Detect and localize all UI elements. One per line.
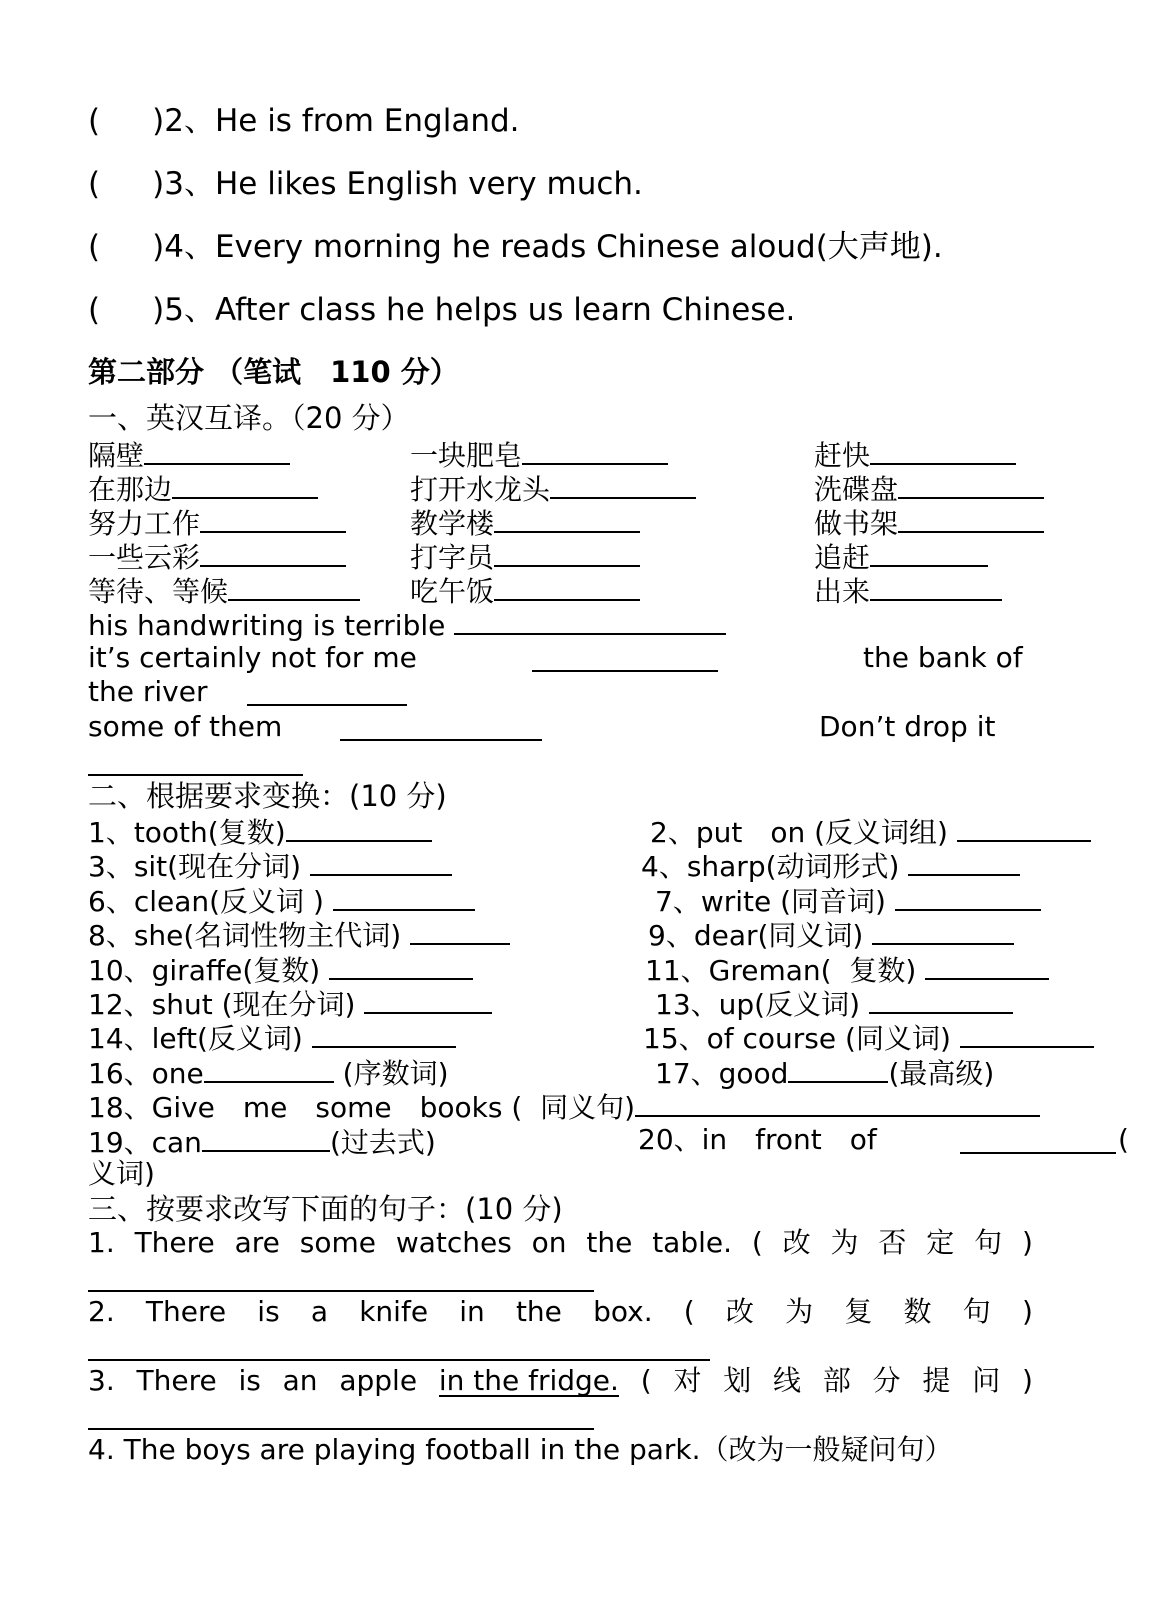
answer-blank[interactable] xyxy=(550,473,696,499)
answer-blank[interactable] xyxy=(898,473,1044,499)
sentence-3: 3. There is an apple in the fridge. ( 对 划 线 部 分 提 问 ) xyxy=(88,1364,1033,1397)
answer-blank[interactable] xyxy=(532,670,718,672)
phrase-item: his handwriting is terrible xyxy=(88,609,726,640)
transform-item: 17、good (最高级) xyxy=(655,1057,995,1090)
transform-item: 15、of course (同义词) xyxy=(643,1022,1094,1053)
grid-item: 等待、等候 xyxy=(88,575,360,606)
answer-blank[interactable] xyxy=(333,885,475,911)
answer-paren[interactable]: ( xyxy=(88,166,101,202)
phrase-item: the river xyxy=(88,675,208,708)
answer-blank[interactable] xyxy=(202,1126,330,1152)
answer-blank[interactable] xyxy=(788,1057,888,1083)
transform-item: 13、up(反义词) xyxy=(655,988,1013,1019)
transform-item: 11、Greman( 复数) xyxy=(645,954,1049,985)
grid-item: 隔壁 xyxy=(88,439,290,470)
transform-item: 6、clean(反义词 ) xyxy=(88,885,475,916)
answer-line[interactable] xyxy=(88,1290,594,1292)
transform-item: 20、in front of xyxy=(638,1123,877,1156)
answer-blank[interactable] xyxy=(172,473,318,499)
answer-blank[interactable] xyxy=(957,816,1091,842)
answer-blank[interactable] xyxy=(960,1022,1094,1048)
sentence-1: 1. There are some watches on the table. ( 改 为 否 定 句 ) xyxy=(88,1226,1033,1259)
tf-item: ( )2、He is from England. xyxy=(88,103,520,139)
answer-blank[interactable] xyxy=(200,541,346,567)
answer-blank[interactable] xyxy=(340,739,542,741)
grid-item: 打字员 xyxy=(410,541,640,572)
tf-item: ( )5、After class he helps us learn Chinese. xyxy=(88,292,796,328)
answer-paren[interactable]: ( xyxy=(88,292,101,328)
answer-blank[interactable] xyxy=(494,541,640,567)
transform-item: 1、tooth(复数) xyxy=(88,816,432,847)
grid-item: 在那边 xyxy=(88,473,318,504)
phrase-item: Don’t drop it xyxy=(819,710,996,743)
answer-line[interactable] xyxy=(88,1359,710,1361)
answer-blank[interactable] xyxy=(494,507,640,533)
answer-blank[interactable] xyxy=(88,774,303,776)
grid-item: 努力工作 xyxy=(88,507,346,538)
answer-blank[interactable] xyxy=(635,1091,1040,1117)
transform-item: 16、one (序数词) xyxy=(88,1057,449,1090)
transform-item: 义词) xyxy=(88,1157,155,1190)
answer-line[interactable] xyxy=(88,1428,594,1430)
answer-blank[interactable] xyxy=(869,988,1013,1014)
answer-blank[interactable] xyxy=(870,575,1002,601)
grid-item: 教学楼 xyxy=(410,507,640,538)
answer-blank[interactable] xyxy=(898,507,1044,533)
answer-blank[interactable] xyxy=(286,816,432,842)
transform-item: 12、shut (现在分词) xyxy=(88,988,492,1019)
section2-title: 二、根据要求变换：(10 分) xyxy=(88,779,447,813)
sentence-4: 4. The boys are playing football in the park.（改为一般疑问句） xyxy=(88,1433,953,1466)
phrase-item: it’s certainly not for me xyxy=(88,641,417,674)
transform-item: 19、can (过去式) xyxy=(88,1126,436,1159)
answer-blank[interactable] xyxy=(908,850,1020,876)
answer-blank[interactable] xyxy=(494,575,640,601)
grid-item: 打开水龙头 xyxy=(410,473,696,504)
grid-item: 一块肥皂 xyxy=(410,439,668,470)
answer-paren[interactable]: ( xyxy=(88,229,101,265)
transform-item: 4、sharp(动词形式) xyxy=(641,850,1020,881)
section3-title: 三、按要求改写下面的句子：(10 分) xyxy=(88,1192,563,1226)
answer-blank[interactable] xyxy=(247,704,407,706)
transform-item: 8、she(名词性物主代词) xyxy=(88,919,510,950)
answer-blank[interactable] xyxy=(329,954,473,980)
underlined-phrase: in the fridge. xyxy=(438,1364,619,1397)
answer-blank[interactable] xyxy=(454,609,726,635)
grid-item: 出来 xyxy=(814,575,1002,606)
answer-blank[interactable] xyxy=(870,439,1016,465)
answer-blank[interactable] xyxy=(364,988,492,1014)
transform-item: 9、dear(同义词) xyxy=(648,919,1014,950)
answer-blank[interactable] xyxy=(200,507,346,533)
answer-blank[interactable] xyxy=(144,439,290,465)
answer-blank[interactable] xyxy=(204,1057,334,1083)
answer-blank[interactable] xyxy=(410,919,510,945)
transform-item: 10、giraffe(复数) xyxy=(88,954,473,985)
tf-item: ( )4、Every morning he reads Chinese aloud(大声地). xyxy=(88,229,943,265)
answer-blank[interactable] xyxy=(960,1152,1116,1154)
section1-title: 一、英汉互译。（20 分） xyxy=(88,401,410,435)
sentence-2: 2. There is a knife in the box. ( 改 为 复 数 句 ) xyxy=(88,1295,1033,1328)
part2-title: 第二部分 （笔试 110 分） xyxy=(88,355,459,389)
grid-item: 赶快 xyxy=(814,439,1016,470)
grid-item: 追赶 xyxy=(814,541,988,572)
transform-item: 7、write (同音词) xyxy=(655,885,1041,916)
transform-item: ( xyxy=(1118,1123,1129,1156)
phrase-item: the bank of xyxy=(863,641,1023,674)
answer-blank[interactable] xyxy=(925,954,1049,980)
answer-blank[interactable] xyxy=(312,1022,456,1048)
answer-blank[interactable] xyxy=(522,439,668,465)
answer-paren[interactable]: ( xyxy=(88,103,101,139)
tf-item: ( )3、He likes English very much. xyxy=(88,166,643,202)
answer-blank[interactable] xyxy=(310,850,452,876)
transform-item: 18、Give me some books ( 同义句) xyxy=(88,1091,1040,1122)
grid-item: 做书架 xyxy=(814,507,1044,538)
transform-item: 2、put on (反义词组) xyxy=(650,816,1091,847)
answer-blank[interactable] xyxy=(870,541,988,567)
answer-blank[interactable] xyxy=(228,575,360,601)
transform-item: 14、left(反义词) xyxy=(88,1022,456,1053)
transform-item: 3、sit(现在分词) xyxy=(88,850,452,881)
grid-item: 吃午饭 xyxy=(410,575,640,606)
grid-item: 一些云彩 xyxy=(88,541,346,572)
phrase-item: some of them xyxy=(88,710,283,743)
answer-blank[interactable] xyxy=(895,885,1041,911)
grid-item: 洗碟盘 xyxy=(814,473,1044,504)
answer-blank[interactable] xyxy=(872,919,1014,945)
